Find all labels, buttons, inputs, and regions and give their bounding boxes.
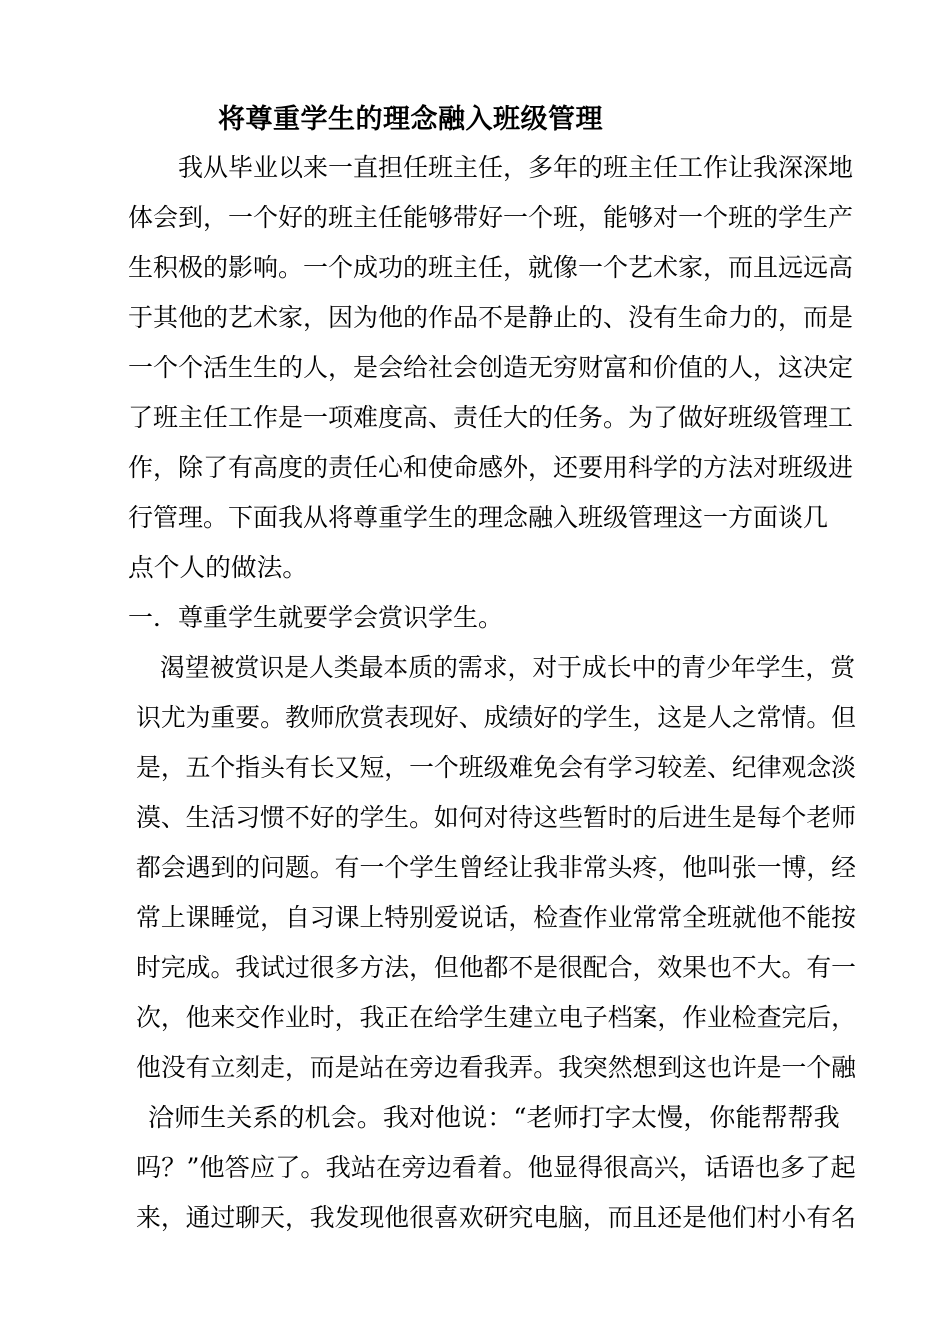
text-line: 我从毕业以来一直担任班主任，多年的班主任工作让我深深地: [178, 153, 854, 182]
text-line: 都会遇到的问题。有一个学生曾经让我非常头疼，他叫张一博，经: [136, 853, 857, 882]
text-line: 是，五个指头有长又短，一个班级难免会有学习较差、纪律观念淡: [136, 753, 857, 782]
section-heading-1: 一．尊重学生就要学会赏识学生。: [128, 603, 504, 632]
text-line: 体会到，一个好的班主任能够带好一个班，能够对一个班的学生产: [128, 203, 854, 232]
text-line: 来，通过聊天，我发现他很喜欢研究电脑，而且还是他们村小有名: [136, 1203, 857, 1232]
text-line: 了班主任工作是一项难度高、责任大的任务。为了做好班级管理工: [128, 403, 854, 432]
text-line: 于其他的艺术家，因为他的作品不是静止的、没有生命力的，而是: [128, 303, 854, 332]
text-line: 点个人的做法。: [128, 553, 309, 582]
text-line: 识尤为重要。教师欣赏表现好、成绩好的学生，这是人之常情。但: [136, 703, 857, 732]
text-line: 吗？”他答应了。我站在旁边看着。他显得很高兴，话语也多了起: [136, 1153, 856, 1182]
text-line: 行管理。下面我从将尊重学生的理念融入班级管理这一方面谈几: [128, 503, 829, 532]
text-line: 次，他来交作业时，我正在给学生建立电子档案，作业检查完后，: [136, 1003, 857, 1032]
text-line: 洽师生关系的机会。我对他说：“老师打字太慢，你能帮帮我: [148, 1103, 840, 1132]
text-line: 常上课睡觉，自习课上特别爱说话，检查作业常常全班就他不能按: [136, 903, 857, 932]
text-line: 生积极的影响。一个成功的班主任，就像一个艺术家，而且远远高: [128, 253, 854, 282]
text-line: 他没有立刻走，而是站在旁边看我弄。我突然想到这也许是一个融: [136, 1053, 857, 1082]
text-line: 渴望被赏识是人类最本质的需求，对于成长中的青少年学生，赏: [160, 653, 856, 682]
document-title: 将尊重学生的理念融入班级管理: [218, 104, 603, 135]
text-line: 漠、生活习惯不好的学生。如何对待这些暂时的后进生是每个老师: [136, 803, 857, 832]
text-line: 时完成。我试过很多方法，但他都不是很配合，效果也不大。有一: [136, 953, 857, 982]
text-line: 一个个活生生的人，是会给社会创造无穷财富和价值的人，这决定: [128, 353, 854, 382]
text-line: 作，除了有高度的责任心和使命感外，还要用科学的方法对班级进: [128, 453, 854, 482]
